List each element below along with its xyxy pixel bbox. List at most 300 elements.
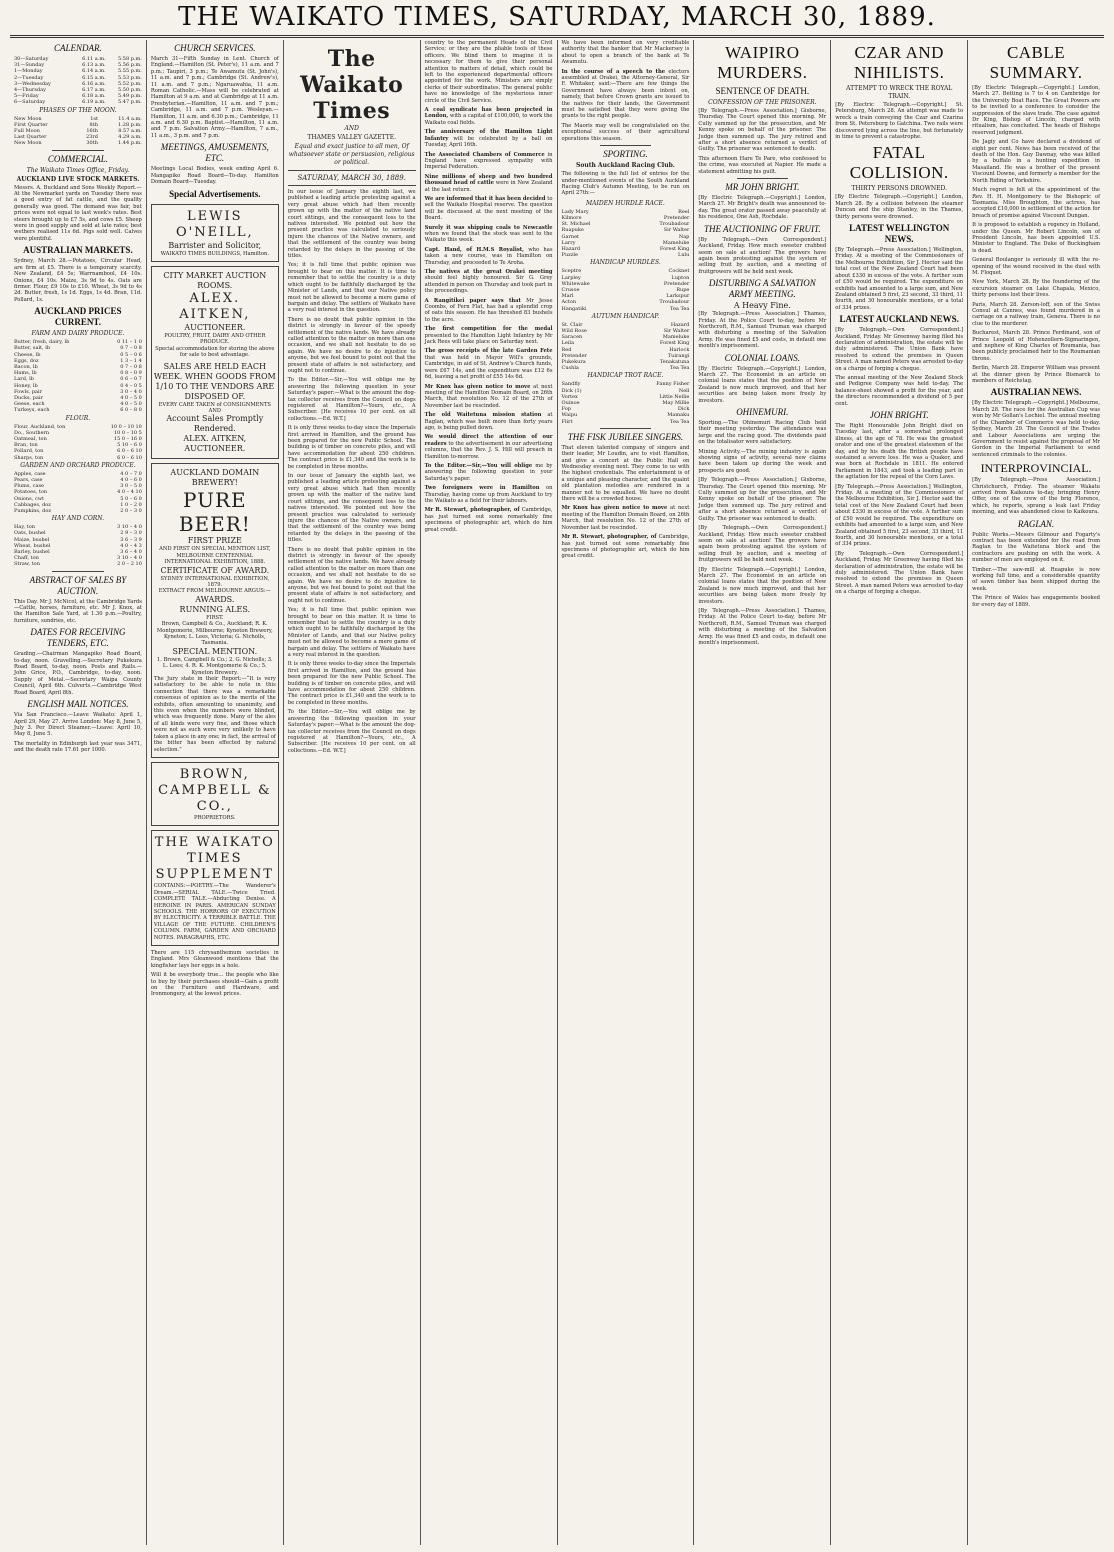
aus-markets-heading: AUSTRALIAN MARKETS. xyxy=(23,245,133,256)
news-item: The natives at the great Orakei meeting should feel highly honoured. Sir G. Grey attended in person on Thursday and took part in the proceedings. xyxy=(424,269,553,295)
calendar-row-cell: 6.17 a.m. xyxy=(82,87,106,94)
bright-text: [By Electric Telegraph.—Copyright.] London, March 27. Mr Bright's death was announced to-day. The great orator passed away peacefully at his residence, One Ash, Rochdale. xyxy=(698,195,827,221)
ad-line: CITY MARKET AUCTION ROOMS. xyxy=(163,270,267,290)
price-row-cell: Pumpkins, doz xyxy=(14,508,51,515)
salvation-heading: DISTURBING A SALVATION ARMY MEETING. xyxy=(708,278,816,300)
news-item: Mr R. Stewart, photographer, of Cambridge, has just turned out some remarkably fine specimens of photographic art, which do him great credit. xyxy=(561,534,690,560)
john-bright-text: The Right Honourable John Bright died on Tuesday last, after a somewhat prolonged illness, at the age of 78. He was the greatest orator and one of the greatest statesmen of the day, and by his death the British people have sustained a severe loss. He was a Quaker, and was born at Rochdale in 1811. He entered Parliament in 1843, and took a leading part in the agitation for the repeal of the Corn Laws. xyxy=(835,423,964,481)
race-entry-row-cell: Ouinoe xyxy=(561,400,580,406)
price-row-cell: Plums, case xyxy=(14,483,44,490)
race-entry-row-cell: Sir Walter xyxy=(663,327,690,334)
race-entry-row-cell: Marl xyxy=(561,293,574,300)
price-row-cell: 3 10 – 4 0 xyxy=(117,524,142,531)
race-entry-row-cell: Sceptre xyxy=(561,268,582,275)
column-8 xyxy=(968,40,1104,1545)
cable-text: Berlin, March 28. Emperor William was present at the dinner given by Prince Bismarck to members of Reichstag. xyxy=(972,365,1100,385)
note-text: Will it be everybody true... the people who like to buy by their purchases should—Gain a profit on the Furniture and Hardware, and Ironmongery, at the lowest prices. xyxy=(150,972,279,998)
price-row-cell: Cabbages, doz xyxy=(14,501,51,508)
price-row-cell: 2 0 – 3 0 xyxy=(120,508,142,515)
calendar-row-cell: 6.11 a.m. xyxy=(82,56,106,62)
race-entries-table xyxy=(562,381,690,424)
race-entry-row-cell: Hazard xyxy=(670,321,690,328)
wellington-text: [By Telegraph.—Press Association.] Wellington, Friday. At a meeting of the Commissioners of the Melbourne Exhibition, Sir J. Hector said the total cost of the New Zealand Court had been about £330 in excess of the vote. A further sum of £50 would be required. The expenditure on exhibits had amounted to a large sum, and New Zealand obtained 5 first, 23 second, 33 third, 11 fourth, and 30 honourable mentions, or a total of 334 prizes. xyxy=(835,483,964,548)
ohinemuri-text-2: Mining Activity.—The mining industry is again showing signs of activity, several new claims have been taken up during the week and prospects are good. xyxy=(698,448,827,474)
divider xyxy=(600,145,651,146)
editorial-paragraph: In our issue of January the eighth last, we published a leading article protesting against a very great abuse which had then recently grown up with the matter of the native land court sittings, and the consequent loss to the natives interested. We pointed out how the present practice was calculated to seriously injure the chances of the Native owners, and that the settlement of the country was being retarded by the delays in the passing of the titles. xyxy=(287,189,416,260)
race-entry-row-cell: Garnet xyxy=(561,233,580,240)
calendar-row-cell: 6.18 a.m. xyxy=(82,93,106,100)
calendar-row-cell: 6.15 a.m. xyxy=(82,74,106,81)
price-row-cell: 0 7 – 0 8 xyxy=(120,363,142,370)
race-entry-row-cell: Fop xyxy=(561,406,571,413)
moon-row-cell: 4.29 a.m. xyxy=(118,134,142,141)
price-row-cell: 4 0 – 4 10 xyxy=(117,489,142,496)
race-entry-row-cell: Tea Tea xyxy=(670,418,690,425)
price-row-cell: Onions, cwt xyxy=(14,495,44,502)
price-row-cell: Butter, salt, lb xyxy=(14,345,51,352)
price-row-cell: 2 9 – 3 0 xyxy=(120,530,142,537)
editorial-paragraph: Yes; it is full time that public opinion was brought to bear on this matter. It is time to remember that to settle the country is a duty which ought to be faithfully discharged by the Minister of Lands, and that our Native policy must not be allowed to become a mere game of bargain and delay. The settlers of Waikato have a very real interest in the question. xyxy=(287,262,416,314)
race-entry-row-cell: Troubadour xyxy=(659,221,690,228)
interprovincial-text: [By Telegraph.—Press Association.] Christchurch, Friday. The steamer Wakatu arrived from Kaikoura to-day, bringing Henry Offer, one of the crew of the brig Florence, which, he reports, sprang a leak last Friday morning, and was abandoned close to Kaikoura. xyxy=(972,477,1100,516)
hay-table xyxy=(14,524,142,567)
calendar-row-cell: 5.52 p.m. xyxy=(118,80,142,87)
race-entry-row-cell: Pretender xyxy=(663,280,690,287)
race-entry-row-cell: Pukekura xyxy=(561,358,586,365)
price-row-cell: Ducks, pair xyxy=(14,394,43,401)
masthead: THE WAIKATO TIMES, SATURDAY, MARCH 30, 1889. xyxy=(178,2,936,32)
fruit-text: [By Telegraph.—Own Correspondent.] Auckland, Friday. How much sweeter crabbed seem on sale at auction! The growers have again been protesting against the system of selling fruit by auction, and a meeting of fruitgrowers will be held next week. xyxy=(698,525,827,564)
race-entry-row-cell: Nap xyxy=(678,233,690,240)
race-entry-row-cell: Leila xyxy=(561,340,574,347)
calendar-row-cell: 5.53 p.m. xyxy=(118,74,142,81)
race-entry-row-cell: Tea Tea xyxy=(670,305,690,312)
moon-row-cell: 1st xyxy=(90,115,98,122)
price-row-cell: Sharps, ton xyxy=(14,454,44,461)
moon-row-cell: New Moon xyxy=(14,140,42,147)
price-row-cell: 4 0 – 4 3 xyxy=(120,542,142,549)
price-row-cell: 5 10 – 6 0 xyxy=(117,442,142,449)
race-entries-table xyxy=(562,209,690,259)
price-row-cell: 1 3 – 1 4 xyxy=(120,357,142,364)
price-row-cell: 0 5 – 0 6 xyxy=(120,351,142,358)
race-entry-row-cell: Cocknet xyxy=(668,268,690,275)
race-entry-row-cell: Reel xyxy=(678,208,690,215)
news-item: The gross receipts of the late Garden Fete that was held in Mayor Will's grounds, Cambridge, in aid of St. Andrew's Church funds, were £67 14s, and the expenditure was £12 6s 6d, leaving a net profit of £55 14s 6d. xyxy=(424,348,553,381)
price-row xyxy=(14,455,142,461)
column-7 xyxy=(831,40,968,1545)
collision-subheading: THIRTY PERSONS DROWNED. xyxy=(851,185,948,193)
race-entry-row xyxy=(562,252,690,258)
calendar-row-cell: 6—Saturday xyxy=(14,99,46,106)
calendar-row-cell: 5.58 p.m. xyxy=(118,56,142,62)
price-row-cell: Apples, case xyxy=(14,470,46,477)
calendar-row-cell: 6.16 a.m. xyxy=(82,80,106,87)
price-row-cell: Lard, lb xyxy=(14,376,34,383)
race-entry-row-cell: Forest King xyxy=(659,245,690,252)
price-row-cell: Pollard, ton xyxy=(14,448,44,455)
abstract-text: This Day. Mr J. McNicol, at the Cambridge Yards—Cattle, horses, furniture, etc. Mr J. Knox, at the Hamilton Sale Yard, at 1.30 p.m.—Poultry, furniture, sundries, etc. xyxy=(14,598,142,624)
paper-title: The Waikato Times xyxy=(300,46,404,124)
commercial-head: AUCKLAND LIVE STOCK MARKETS. xyxy=(16,175,140,183)
auckland-text-2: The annual meeting of the New Zealand Stock and Pedigree Company was held to-day. The balance-sheet showed a profit for the year, and the directors recommended a dividend of 5 per cent. xyxy=(835,374,964,407)
ad-line: The Jury state in their Report:—“It is very satisfactory to be able to note in this connection that there was a remarkable consensus of opinion as to the merits of the exhibits, often amounting to unanimity, and this even when the numbers were blinded, which was frequently done. Many of the ales of all kinds were very fine, and those which were not as such were very unlikely to have taken a place in any one; in fact, the arrival of the bitter has been effected by natural selection.” xyxy=(153,676,276,753)
hay-heading: HAY AND CORN. xyxy=(51,515,105,523)
ad-role: AUCTIONEER. xyxy=(184,322,246,332)
raglan-heading: RAGLAN. xyxy=(1017,518,1055,529)
price-row-cell: 4 0 – 7 0 xyxy=(120,470,142,477)
price-row-cell: 10 0 – 10 5 xyxy=(113,429,142,436)
ad-line: Barrister and Solicitor, xyxy=(168,240,262,250)
price-row-cell: 3 10 – 4 0 xyxy=(117,555,142,562)
news-item: The anniversary of the Hamilton Light Infantry will be celebrated by a ball on Tuesday, April 16th. xyxy=(424,129,553,149)
divider xyxy=(737,178,788,179)
calendar-row-cell: 5—Friday xyxy=(14,93,39,100)
ohinemuri-text: Sporting.—The Ohinemuri Racing Club held their meeting yesterday. The attendance was large and the racing good. The dividends paid on the totalisator were satisfactory. xyxy=(698,420,827,446)
news-item: In the course of a speech to the electors assembled at Orakei, the Attorney-General, Sir F. Whitaker, said:—There are few things the Government have always been intent on, namely, that before Crown grants are issued to the natives for their lands, the Government must be satisfied that they were giving the grants to the right people. xyxy=(561,68,690,120)
race-entry-row-cell: May Millie xyxy=(662,400,690,406)
news-item: We are informed that it has been decided to sell the Waikato Hospital reserve. The question will be discussed at the next meeting of the Board. xyxy=(424,195,553,222)
calendar-row-cell: 5.56 p.m. xyxy=(118,62,142,69)
ad-line: RUNNING ALES. xyxy=(179,604,251,614)
race-entry-row-cell: Larpley xyxy=(561,274,581,281)
price-row xyxy=(14,508,142,514)
sporting-text: The following is the full list of entries for the under-mentioned events of the South Auckland Racing Club's Autumn Meeting, to be run on April 27th:— xyxy=(561,171,690,197)
ad-line: WAIKATO TIMES BUILDINGS, Hamilton. xyxy=(160,250,270,257)
dateline: SATURDAY, MARCH 30, 1889. xyxy=(297,174,406,182)
price-row-cell: 0 7 – 0 8 xyxy=(120,345,142,352)
prices-subheading: FARM AND DAIRY PRODUCE. xyxy=(31,330,125,338)
note-text: There are 115 chrysanthemum societies in England. Mrs Gleanwood mentions that the kingfisher lays her eggs in a hole. xyxy=(150,949,279,969)
race-entry-row-cell: Fanny Fisher xyxy=(656,381,690,388)
price-row-cell: Oatmeal, ton xyxy=(14,435,47,442)
price-row xyxy=(14,407,142,413)
race-entry-row-cell: Nell xyxy=(678,387,690,394)
price-row-cell: 10 0 – 10 10 xyxy=(110,423,142,430)
news-item: Two foreigners were in Hamilton on Thursday, having come up from Auckland to try the Waikato as a field for their labours. xyxy=(424,485,553,504)
news-item: The first competition for the medal presented to the Hamilton Light Infantry by Mr Jack Rees will take place on Saturday next. xyxy=(424,326,553,346)
column-1 xyxy=(10,40,147,1545)
moon-row xyxy=(14,140,142,146)
race-entry-row-cell: Red xyxy=(561,346,572,353)
price-row-cell: 1 0 – 2 0 xyxy=(120,501,142,508)
race-entry-row-cell: Crusoe xyxy=(561,286,580,293)
church-heading: CHURCH SERVICES. xyxy=(174,43,256,53)
race-entry-row-cell: Mameluke xyxy=(662,239,690,246)
prices-heading: AUCKLAND PRICES CURRENT. xyxy=(34,306,122,328)
race-entry-row-cell: Sandfly xyxy=(561,381,581,388)
column-5 xyxy=(558,40,695,1545)
calendar-row-cell: 2—Tuesday xyxy=(14,74,44,81)
waipiro-subheading-2: CONFESSION OF THE PRISONER. xyxy=(708,99,817,106)
calendar-row-cell: 5.55 p.m. xyxy=(118,68,142,75)
price-row-cell: 15 0 – 16 0 xyxy=(113,435,142,442)
fisk-text: That eleven talented company of singers and their leader, Mr Loudin, are to visit Hamilton, and give a concert at the Public Hall on Wednesday evening next. They come to us with the highest credentials. The entertainment is of a unique and pleasing character, and the quaint old plantation melodies are rendered in a manner not to be equalled. We have no doubt there will be a crowded house. xyxy=(561,444,690,503)
collision-text: [By Electric Telegraph.—Copyright.] London, March 28. By a collision between the steamer Duncan and the ship Stanley, in the Thames, thirty persons were drowned. xyxy=(835,194,964,220)
interprovincial-heading: INTERPROVINCIAL. xyxy=(980,461,1092,476)
price-row-cell: 0 4 – 0 5 xyxy=(120,382,142,389)
bright-heading: MR JOHN BRIGHT. xyxy=(725,182,800,193)
column-3 xyxy=(284,40,421,1545)
czar-text: [By Electric Telegraph.—Copyright.] St. Petersburg, March 28. An attempt was made to wreck a train conveying the Czar and Czarina from St. Petersburg to Gatchina. Two rails were discovered lying across the line, but fortunately in time to prevent a catastrophe. xyxy=(835,102,964,141)
moon-row-cell: 8.57 a.m. xyxy=(118,128,142,135)
race-entries-table xyxy=(562,268,690,311)
flour-table xyxy=(14,424,142,461)
race-heading: HANDICAP HURDLES. xyxy=(590,259,661,267)
sporting-subheading: South Auckland Racing Club. xyxy=(576,162,675,170)
price-row-cell: Maize, bushel xyxy=(14,536,50,543)
masthead-rule-2 xyxy=(10,37,1104,38)
waipiro-subheading: SENTENCE OF DEATH. xyxy=(715,86,810,96)
editorial-paragraph: It is only three weeks to-day since the Imperials first arrived in Hamilton, and the ground has been prepared for the new Public School. The building is of timber on concrete piles, and will have accommodation for about 250 children. The contract price is £1,340 and the work is to be completed in three months. xyxy=(287,425,416,470)
paper-motto: Equal and exact justice to all men, Of whatsoever state or persuasion, religious or political. xyxy=(288,143,415,166)
news-item: The Associated Chambers of Commerce in England have expressed sympathy with Imperial Federation. xyxy=(424,151,553,171)
ad-line: 1. Brown, Campbell & Co.; 2. G. Nicholls; 3. L. Lees; 4. R. K. Montgomerie & Co.; 5. Kyneton Brewery. xyxy=(156,656,273,676)
news-item: Nine millions of sheep and two hundred thousand head of cattle were in New Zealand at the last return. xyxy=(424,173,553,193)
moon-table xyxy=(14,116,142,147)
calendar-row-cell: 30—Saturday xyxy=(14,56,49,62)
race-entry-row-cell: Lupton xyxy=(671,274,690,281)
race-entry-row-cell: Puzzle xyxy=(561,252,578,259)
race-entry-row-cell: Hazard xyxy=(561,245,581,252)
collision-heading: FATAL COLLISION. xyxy=(849,143,949,183)
price-row-cell: 0 11 – 1 0 xyxy=(117,339,142,346)
race-entry-row-cell: Tenakatuna xyxy=(659,358,690,365)
price-row-cell: Do., Southern xyxy=(14,429,50,436)
race-entry-row-cell: Mameluke xyxy=(662,334,690,341)
race-entry-row-cell: Hangatiki xyxy=(561,305,587,312)
price-row-cell: Oats, bushel xyxy=(14,530,46,537)
editorial-paragraph: There is no doubt that public opinion in the district is strongly in favour of the speedy settlement of the native lands. We have already called attention to the matter on more than one occasion, and we shall not hesitate to do so again. We have no desire to do injustice to anyone, but we feel bound to point out that the present state of affairs is not satisfactory, and ought not to continue. xyxy=(287,546,416,604)
race-entry-row-cell: Flirt xyxy=(561,418,573,425)
price-row-cell: Geese, each xyxy=(14,401,45,408)
editorial-paragraph: There is no doubt that public opinion in the district is strongly in favour of the speedy settlement of the native lands. We have already called attention to the matter on more than one occasion, and we shall not hesitate to do so again. We have no desire to do injustice to anyone, but we feel bound to point out that the present state of affairs is not satisfactory, and ought not to continue. xyxy=(287,316,416,374)
price-row-cell: Turkeys, each xyxy=(14,407,50,414)
moon-row-cell: New Moon xyxy=(14,115,42,122)
calendar-row-cell: 1—Monday xyxy=(14,68,43,75)
footer-note: The Prince of Wales has engagements booked for every day of 1889. xyxy=(972,595,1100,608)
race-entry-row-cell: Whitewake xyxy=(561,280,590,287)
price-row-cell: Fowls, pair xyxy=(14,388,43,395)
wellington-text: [By Telegraph.—Press Association.] Wellington, Friday. At a meeting of the Commissioners of the Melbourne Exhibition, Sir J. Hector said the total cost of the New Zealand Court had been about £330 in excess of the vote. A further sum of £50 would be required. The expenditure on exhibits had amounted to a large sum, and New Zealand obtained 5 first, 23 second, 33 third, 11 fourth, and 30 honourable mentions, or a total of 334 prizes. xyxy=(835,247,964,311)
church-text: March 31—Fifth Sunday in Lent. Church of England.—Hamilton (St. Peter's), 11 a.m. and 7 p.m.; Taupiri, 3 p.m.; Te Awamutu (St. John's), 11 a.m. and 7 p.m.; Cambridge (St. Andrew's), 11 a.m. and 7 p.m.; Ngaruawahia, 11 a.m. Roman Catholic.—Mass will be celebrated at Hamilton at 9 a.m. and at Cambridge at 11 a.m. Presbyterian.—Hamilton, 11 a.m. and 7 p.m.; Cambridge, 11 a.m. and 7 p.m. Wesleyan.—Hamilton, 11 a.m. and 6.30 p.m.; Cambridge, 11 a.m. and 6.30 p.m. Baptist.—Hamilton, 11 a.m. and 7 p.m. Salvation Army.—Hamilton, 7 a.m., 11 a.m., 3 p.m. and 7 p.m. xyxy=(150,56,279,139)
editorial-paragraph: Yes; it is full time that public opinion was brought to bear on this matter. It is time to remember that to settle the country is a duty which ought to be faithfully discharged by the Minister of Lands, and that our Native policy must not be allowed to become a mere game of bargain and delay. The settlers of Waikato have a very real interest in the question. xyxy=(287,607,416,659)
calendar-row-cell: 6.13 a.m. xyxy=(82,62,106,69)
editorial-paragraph: To the Editor.—Sir,—You will oblige me by answering the following question in your Saturday's paper:—What is the amount the dog-tax collector receives from the Council on dogs registered at Hamilton?—Yours, etc., A Subscriber. [He receives 10 per cent. on all collections.—Ed. W.T.] xyxy=(287,709,416,754)
ad-line: AUCKLAND DOMAIN BREWERY! xyxy=(170,468,260,488)
race-entry-row-cell: St. Clair xyxy=(561,321,583,328)
race-entry-row-cell: Harlock xyxy=(669,346,690,353)
cable-heading: CABLE SUMMARY. xyxy=(989,43,1083,82)
editorial-paragraph: It is only three weeks to-day since the Imperials first arrived in Hamilton, and the ground has been prepared for the new Public School. The building is of timber on concrete piles, and will have accommodation for about 250 children. The contract price is £1,340 and the work is to be completed in three months. xyxy=(287,661,416,706)
australian-news-text: [By Electric Telegraph.—Copyright.] Melbourne, March 28. The race for the Australian Cup was won by Mr Gollan's Lochiel. The annual meeting of the Chamber of Commerce was held to-day. Sydney, March 29. The Council of the Trades and Labour Associations are urging the Government to resist against the proposal of Mr Gordon in the Imperial Parliament to send sentenced criminals to the colonies. xyxy=(972,400,1100,458)
price-row-cell: Cheese, lb xyxy=(14,351,41,358)
race-entry-row-cell: Lady Mary xyxy=(561,208,589,215)
race-entries-table xyxy=(562,322,690,372)
ad-line: CONTAINS:—POETRY.—The Wanderer's Dream.—SERIAL TALE.—Twice Tried. COMPLETE TALE.—Abducting Denise. A HEROINE IN PARIS. AMERICAN SUNDAY SCHOOLS. THE HORRORS OF EXECUTION BY ELECTRICITY. A TERRIBLE BATTLE. THE VILLAGE OF THE FUTURE. CHILDREN'S COLUMN. FARM, GARDEN AND ORCHARD NOTES. PARAGRAPHS, ETC. xyxy=(153,883,276,941)
meetings-heading: MEETINGS, AMUSEMENTS, ETC. xyxy=(160,142,269,164)
race-entry-row-cell: Forest King xyxy=(659,340,690,347)
price-row-cell: Potatoes, ton xyxy=(14,489,48,496)
news-paragraph: country to the permanent Heads of the Civil Service; or they are the pliable tools of these officers. We blind them to imagine it is necessary for them to give their personal attention to matters of detail, which could be left to the experienced departmental officers appointed for the work. Ministers are simply clerks of their subordinates. The general public have no knowledge of the mysterious inner circle of the Civil Service. xyxy=(424,40,553,104)
calendar-row-cell: 5.50 p.m. xyxy=(118,87,142,94)
moon-row-cell: 23rd xyxy=(86,134,98,141)
price-row-cell: Wheat, bushel xyxy=(14,542,51,549)
commercial-subheading: The Waikato Times Office, Friday. xyxy=(26,166,130,174)
moon-row-cell: First Quarter xyxy=(14,121,48,128)
race-heading: HANDICAP TROT RACE. xyxy=(587,372,664,380)
calendar-table xyxy=(14,56,142,106)
news-item: Mr R. Stewart, photographer, of Cambridge, has just turned out some remarkably fine specimens of photographic art, which do him great credit. xyxy=(424,507,553,533)
columns xyxy=(10,40,1104,1545)
divider xyxy=(600,428,651,429)
fruit-text: [By Telegraph.—Own Correspondent.] Auckland, Friday. How much sweeter crabbed seem on sale at auction! The growers have again been protesting against the system of selling fruit by auction, and a meeting of fruitgrowers will be held next week. xyxy=(698,236,827,275)
calendar-row-cell: 31—Sunday xyxy=(14,62,45,69)
price-row-cell: Honey, lb xyxy=(14,382,38,389)
auckland-heading: LATEST AUCKLAND NEWS. xyxy=(839,314,959,325)
ad-supplement xyxy=(151,830,279,946)
raglan-text-2: Timber.—The saw-mill at Ruapuke is now working full time, and a considerable quantity of sawn timber has been shipped during the week. xyxy=(972,566,1100,592)
ad-line: EVERY CARE TAKEN of CONSIGNMENTS AND xyxy=(158,401,271,414)
fisk-heading: THE FISK JUBILEE SINGERS. xyxy=(567,431,684,442)
cable-text: [By Electric Telegraph.—Copyright.] London, March 27. Betting is 7 to 4 on Cambridge for the University Boat Race. The Great Powers are to be invited to a conference to consider the suppression of the slave trade. The case against Dr King, Bishop of Lincoln, charged with ritualism, has concluded. The heads of Bishops reserved judgment. xyxy=(972,85,1100,136)
moon-row-cell: 8th xyxy=(89,121,98,128)
price-row-cell: 4 0 – 5 0 xyxy=(120,401,142,408)
ad-line: FIRST PRIZE xyxy=(187,536,242,546)
moon-row-cell: Last Quarter xyxy=(14,134,47,141)
race-entry-row-cell: Kilmore xyxy=(561,214,582,221)
ad-name: THE WAIKATO TIMES SUPPLEMENT xyxy=(154,835,275,883)
commercial-text: Messrs. A. Buckland and Sons Weekly Report.—At the Newmarket yards on Tuesday there was a good entry of fat cattle, and the quality generally was good. The demand was fair, but prices were not equal to last week's rates. Best steers brought up to £7 5s, and cows £5. Sheep were in good supply and sold at late rates; best wethers realised 11s 6d. Pigs sold well. Calves were plentiful. xyxy=(14,184,142,242)
loans-heading: COLONIAL LOANS. xyxy=(724,352,800,363)
waipiro-heading: WAIPIRO MURDERS. xyxy=(717,43,808,82)
mail-heading: ENGLISH MAIL NOTICES. xyxy=(27,699,129,710)
price-row-cell: 0 6 – 0 7 xyxy=(120,376,142,383)
salvation-text: [By Telegraph.—Press Association.] Thames, Friday. At the Police Court to-day, before Mr Northcroft, R.M., Samuel Truman was charged with disturbing a meeting of the Salvation Army. He was fined £5 and costs, in default one month's imprisonment. xyxy=(698,607,827,646)
price-row-cell: 5 0 – 6 0 xyxy=(120,495,142,502)
moon-row-cell: 16th xyxy=(86,128,98,135)
news-item: Mr Knox has given notice to move at next meeting of the Hamilton Domain Board, on 26th March, that resolution No. 12 of the 27th of November last be rescinded. xyxy=(424,383,553,409)
moon-row-cell: 1.44 p.m. xyxy=(118,140,142,147)
cable-text: Paris, March 28. Zerson-loff, son of the Swiss Consul at Cannes, was found murdered in a carriage on a railway train, Geneva. There is no clue to the murderer. xyxy=(972,301,1100,327)
moon-row-cell: 11.4 a.m. xyxy=(118,115,142,122)
price-row-cell: Barley, bushel xyxy=(14,549,50,556)
moon-row-cell: Full Moon xyxy=(14,128,40,135)
price-row-cell: Bacon, lb xyxy=(14,363,38,370)
news-item: Capt. Hand, of H.M.S Royalist, who has taken a new course, was in Hamilton on Thursday, and proceeded to Te Aroha. xyxy=(424,246,553,266)
mail-text: Via San Francisco.—Leave Waikato: April 1, April 29, May 27. Arrive London: May 8, June 5, July 3. Per Direct Steamer.—Leave: April 10, May 8, June 5. xyxy=(14,712,142,738)
waipiro-text-2: This afternoon Hare Te Pare, who confessed to the crime, was executed at Napier. He made a statement admitting his guilt. xyxy=(698,155,827,175)
editorial-paragraph: In our issue of January the eighth last, we published a leading article protesting against a very great abuse which had then recently grown up with the matter of the native land court sittings, and the consequent loss to the natives interested. We pointed out how the present practice was calculated to seriously injure the chances of the Native owners, and that the settlement of the country was being retarded by the delays in the passing of the titles. xyxy=(287,473,416,544)
commercial-heading: COMMERCIAL. xyxy=(47,153,109,164)
race-entry-row xyxy=(562,306,690,312)
price-row-cell: Flour, Auckland, ton xyxy=(14,423,66,430)
ad-line: CERTIFICATE OF AWARD. xyxy=(160,565,270,575)
race-heading: AUTUMN HANDICAP. xyxy=(591,312,660,320)
aus-markets-text: Sydney, March 28.—Potatoes, Circular Head, are firm at £5. There is a temporary scarcity. New Zealand, £4 5s; Warrnambool, £4 10s. Onions, £4 10s. Maize, 3s 9d to 4s. Oats are firmer. Flour, £9 10s to £10. Wheat, 3s 9d to 4s 2d. Butter, fresh, 1s 1d. Eggs, 1s 4d. Bran, 11d. Pollard, 1s. xyxy=(14,258,142,303)
cable-text: Bucharest, March 28. Prince Ferdinand, son of Prince Leopold of Hohenzollern-Sigmaringen, and nephew of King Charles of Roumania, has been publicly proclaimed heir to the Roumanian throne. xyxy=(972,330,1100,362)
price-row-cell: Hay, ton xyxy=(14,524,35,531)
waipiro-text: [By Telegraph.—Press Association.] Gisborne, Thursday. The Court opened this morning. Mr Cully summed up for the prosecution, and Mr Kenny spoke on behalf of the prisoner. The Judge then summed up. The jury retired and after a short absence returned a verdict of Guilty. The prisoner was sentenced to death. xyxy=(698,477,827,522)
calendar-heading: CALENDAR. xyxy=(54,43,102,53)
wellington-heading: LATEST WELLINGTON NEWS. xyxy=(849,223,950,245)
cable-text: It is proposed to establish a regency in Holland, under the Queen. Mr Robert Lincoln, son of President Lincoln, has been appointed U.S. Minister to England. The Duke of Buckingham is dead. xyxy=(972,222,1100,254)
ad-name: LEWIS O'NEILL, xyxy=(175,208,254,240)
race-entry-row-cell: Larry xyxy=(561,239,576,246)
ad-line: POULTRY, FRUIT, DAIRY AND OTHER PRODUCE. xyxy=(164,332,266,346)
cable-text: Much regret is felt at the appointment of the Rev. H. H. Montgomery to the Bishopric of Tasmania. Miss Broughton, the actress, has accepted £10,000 in settlement of the action for breach of promise against Viscount Dungan. xyxy=(972,187,1100,219)
editorial-paragraph: To the Editor.—Sir,—You will oblige me by answering the following question in your Saturday's paper:—What is the amount the dog-tax collector receives from the Council on dogs registered at Hamilton?—Yours, etc., A Subscriber. [He receives 10 per cent. on all collections.—Ed. W.T.] xyxy=(287,377,416,422)
calendar-row-cell: 3—Wednesday xyxy=(14,80,51,87)
ad-line: FIRST. xyxy=(206,614,224,621)
price-row-cell: Chaff, ton xyxy=(14,555,39,562)
news-item: A Rangitikei paper says that Mr Jesse Coombs, of Fern Flat, has had a splendid crop of oats this season. He has threshed 83 bushels to the acre. xyxy=(424,297,553,323)
paper-subtitle-2: THAMES VALLEY GAZETTE. xyxy=(307,134,397,141)
calendar-row-cell: 6.19 a.m. xyxy=(82,99,106,106)
race-entry-row-cell: Sir Walter xyxy=(663,227,690,234)
price-row-cell: Pears, case xyxy=(14,477,43,483)
race-entry-row-cell: Pretender xyxy=(663,214,690,221)
salvation-text: [By Telegraph.—Press Association.] Thames, Friday. At the Police Court to-day, before Mr Northcroft, R.M., Samuel Truman was charged with disturbing a meeting of the Salvation Army. He was fined £5 and costs, in default one month's imprisonment. xyxy=(698,311,827,350)
column-2 xyxy=(147,40,284,1545)
cable-text: General Boulanger is seriously ill with the re-opening of the wound received in the duel with M. Floquet. xyxy=(972,257,1100,276)
news-item: Mr Knox has given notice to move at next meeting of the Hamilton Domain Board, on 26th March, that resolution No. 12 of the 27th of November last be rescinded. xyxy=(561,505,690,531)
abstract-heading: ABSTRACT OF SALES BY AUCTION. xyxy=(29,574,127,596)
race-entry-row-cell: Rupe xyxy=(676,286,690,293)
price-row-cell: Butter, fresh, dairy, lb xyxy=(14,339,70,346)
loans-text: [By Electric Telegraph.—Copyright.] London, March 27. The Economist in an article on colonial loans states that the position of New Zealand is now much improved, and that her securities are being taken more freely by investors. xyxy=(698,566,827,605)
price-row-cell: 3 6 – 3 9 xyxy=(120,536,142,543)
news-paragraph: The Maoris may well be congratulated on the exceptional success of their agricultural operations this season. xyxy=(561,122,690,142)
column-4 xyxy=(421,40,558,1545)
price-row-cell: 6 0 – 8 0 xyxy=(120,407,142,414)
price-row-cell: 6 0 – 6 10 xyxy=(117,454,142,461)
race-entry-row-cell: Larkspur xyxy=(666,293,690,300)
masthead-rule xyxy=(10,35,1104,36)
price-row-cell: 4 0 – 5 0 xyxy=(120,394,142,401)
moon-row-cell: 1.28 p.m. xyxy=(118,121,142,128)
race-entry-row-cell: Pretender xyxy=(561,352,587,359)
calendar-row-cell: 5.49 p.m. xyxy=(118,93,142,100)
column-6 xyxy=(694,40,831,1545)
cable-text: New York, March 28. By the foundering of the excursion steamer on Lake Chapala, Mexico, thirty persons lost their lives. xyxy=(972,279,1100,299)
prices-table xyxy=(14,339,142,413)
special-ads-heading: Special Advertisements. xyxy=(169,188,261,199)
cable-text: De Jagiy and Co have declared a dividend of eight per cent. News has been received of the death of the Hon. Guy Dawnay, who was killed by a buffalo in a hunting expedition in Masailand. He was a brother of the present Viscount Downe, and formerly a member for the North Riding of Yorkshire. xyxy=(972,139,1100,184)
ad-city-market xyxy=(151,266,279,459)
ad-line: Brown, Campbell & Co., Auckland; R. K. Montgomerie, Milbourne; Kyneton Brewery, Kyneton; L. Lees, Victoria; G. Nicholls, Tasmania. xyxy=(156,621,273,647)
raglan-text: Public Works.—Messrs Gilmour and Fogarty's contract has been extended for the road from Raglan to the Waitetuna block and the contractors are pushing on with the work. A number of men are employed on it. xyxy=(972,531,1100,564)
race-entry-row-cell: Lulu xyxy=(678,252,690,259)
news-paragraph: We have been informed on very creditable authority that the banker that Mr Mackersey is about to open a branch of the bank at Te Awamutu. xyxy=(561,40,690,66)
ad-line: AWARDS. xyxy=(195,594,235,604)
calendar-row-cell: 6.14 a.m. xyxy=(82,68,106,75)
calendar-row-cell: 4—Thursday xyxy=(14,87,46,94)
calendar-row xyxy=(14,99,142,105)
ad-line: AND FIRST ON SPECIAL MENTION LIST, MELBOURNE CENTENNIAL INTERNATIONAL EXHIBITION, 1888. xyxy=(159,546,271,566)
news-item: To the Editor.—Sir,—You will oblige me by answering the following question in your Saturday's paper. xyxy=(424,462,553,482)
waipiro-text: [By Telegraph.—Press Association.] Gisborne, Thursday. The Court opened this morning. Mr Cully summed up for the prosecution, and Mr Kenny spoke on behalf of the prisoner. The Judge then summed up. The jury retired and after a short absence returned a verdict of Guilty. The prisoner was sentenced to death. xyxy=(698,108,827,153)
price-row-cell: 2 0 – 2 10 xyxy=(117,561,142,568)
john-bright-heading: JOHN BRIGHT. xyxy=(869,410,929,420)
ad-name: ALEX. AITKEN, xyxy=(179,290,251,322)
garden-heading: GARDEN AND ORCHARD PRODUCE. xyxy=(20,461,136,469)
ad-line: Special accommodation for storing the above for sale to best advantage. xyxy=(155,345,275,359)
ad-lewis-oneill xyxy=(151,204,279,262)
ad-line: EXTRACT FROM MELBOURNE ARGUS:— xyxy=(158,588,271,595)
race-entry-row-cell: Vortex xyxy=(561,393,578,400)
ad-line: Account Sales Promptly Rendered. xyxy=(166,414,264,434)
